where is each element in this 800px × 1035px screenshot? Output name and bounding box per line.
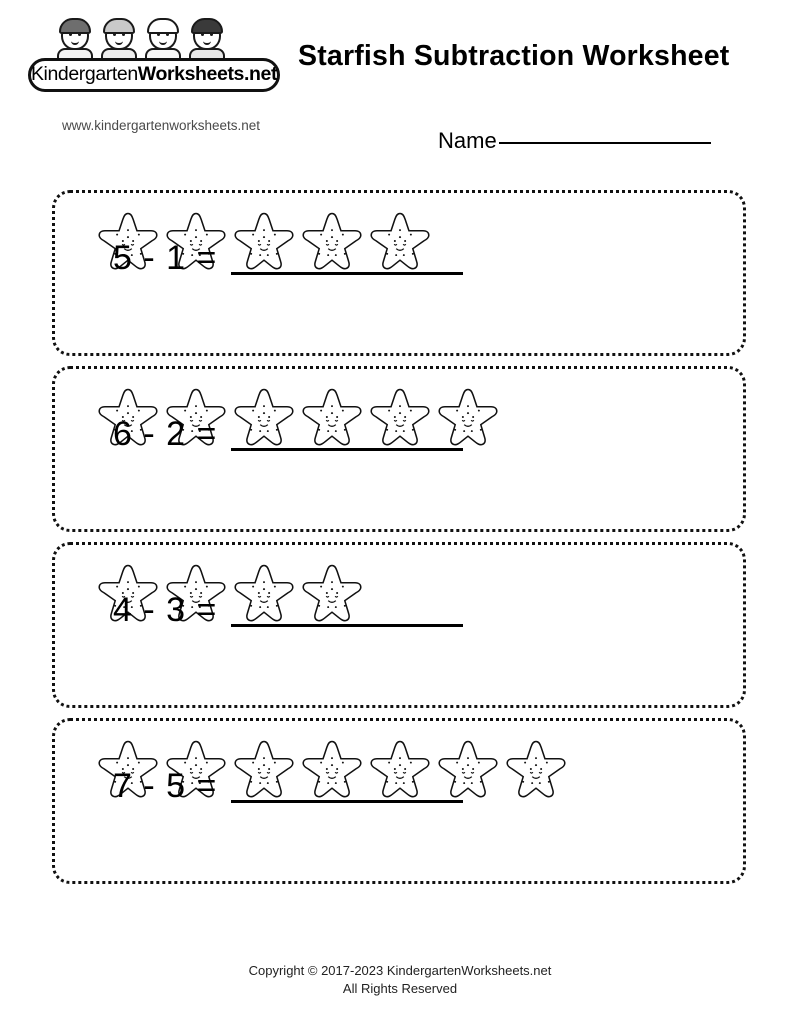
kid-eye-right [166, 33, 169, 36]
starfish-icon [367, 209, 433, 273]
kid-eye-left [201, 33, 204, 36]
rights-text: All Rights Reserved [342, 980, 458, 996]
site-url: www.kindergartenworksheets.net [61, 118, 261, 133]
worksheet-header [0, 0, 800, 170]
answer-blank[interactable] [231, 800, 463, 803]
equation-text: 5 - 1 = [113, 239, 218, 277]
kid-face-icon [186, 18, 228, 62]
starfish-icon [231, 209, 297, 273]
kid-eye-right [78, 33, 81, 36]
answer-blank[interactable] [231, 272, 463, 275]
name-input-blank[interactable] [499, 142, 711, 144]
logo-text-part-2: Worksheets [137, 63, 244, 86]
kid-face-icon [142, 18, 184, 62]
equation-text: 6 - 2 = [113, 415, 218, 453]
copyright-text: Copyright © 2017-2023 KindergartenWorksheets.net [248, 963, 552, 978]
equation-row [55, 415, 743, 467]
problem-list [52, 190, 746, 894]
kids-illustration [54, 18, 244, 62]
kid-hair [191, 18, 223, 34]
kid-eye-right [210, 33, 213, 36]
starfish-icon [299, 385, 365, 449]
kid-face-icon [54, 18, 96, 62]
logo-wordmark[interactable] [28, 58, 280, 92]
kid-eye-right [122, 33, 125, 36]
starfish-icon [367, 385, 433, 449]
starfish-icon [435, 385, 501, 449]
equation-row [55, 767, 743, 819]
answer-blank[interactable] [231, 624, 463, 627]
starfish-icon [299, 737, 365, 801]
problem-row [52, 190, 746, 356]
starfish-icon [367, 737, 433, 801]
name-field [438, 128, 711, 154]
kid-hair [103, 18, 135, 34]
equation-text: 4 - 3 = [113, 591, 218, 629]
starfish-icon [231, 385, 297, 449]
problem-row [52, 366, 746, 532]
starfish-icon [299, 209, 365, 273]
logo-text-part-1: Kindergarten [30, 63, 138, 86]
logo-text-part-3: .net [243, 63, 278, 86]
kid-eye-left [157, 33, 160, 36]
starfish-icon [299, 561, 365, 625]
answer-blank[interactable] [231, 448, 463, 451]
starfish-icon [503, 737, 569, 801]
kid-face-icon [98, 18, 140, 62]
problem-row [52, 542, 746, 708]
equation-row [55, 591, 743, 643]
kid-eye-left [113, 33, 116, 36]
equation-row [55, 239, 743, 291]
starfish-icon [231, 561, 297, 625]
starfish-icon [231, 737, 297, 801]
kid-hair [147, 18, 179, 34]
equation-text: 7 - 5 = [113, 767, 218, 805]
problem-row [52, 718, 746, 884]
kid-eye-left [69, 33, 72, 36]
starfish-icon [435, 737, 501, 801]
site-logo[interactable] [28, 18, 290, 92]
worksheet-footer [0, 962, 800, 997]
page-title: Starfish Subtraction Worksheet [298, 40, 730, 72]
kid-hair [59, 18, 91, 34]
name-label: Name [438, 128, 497, 153]
